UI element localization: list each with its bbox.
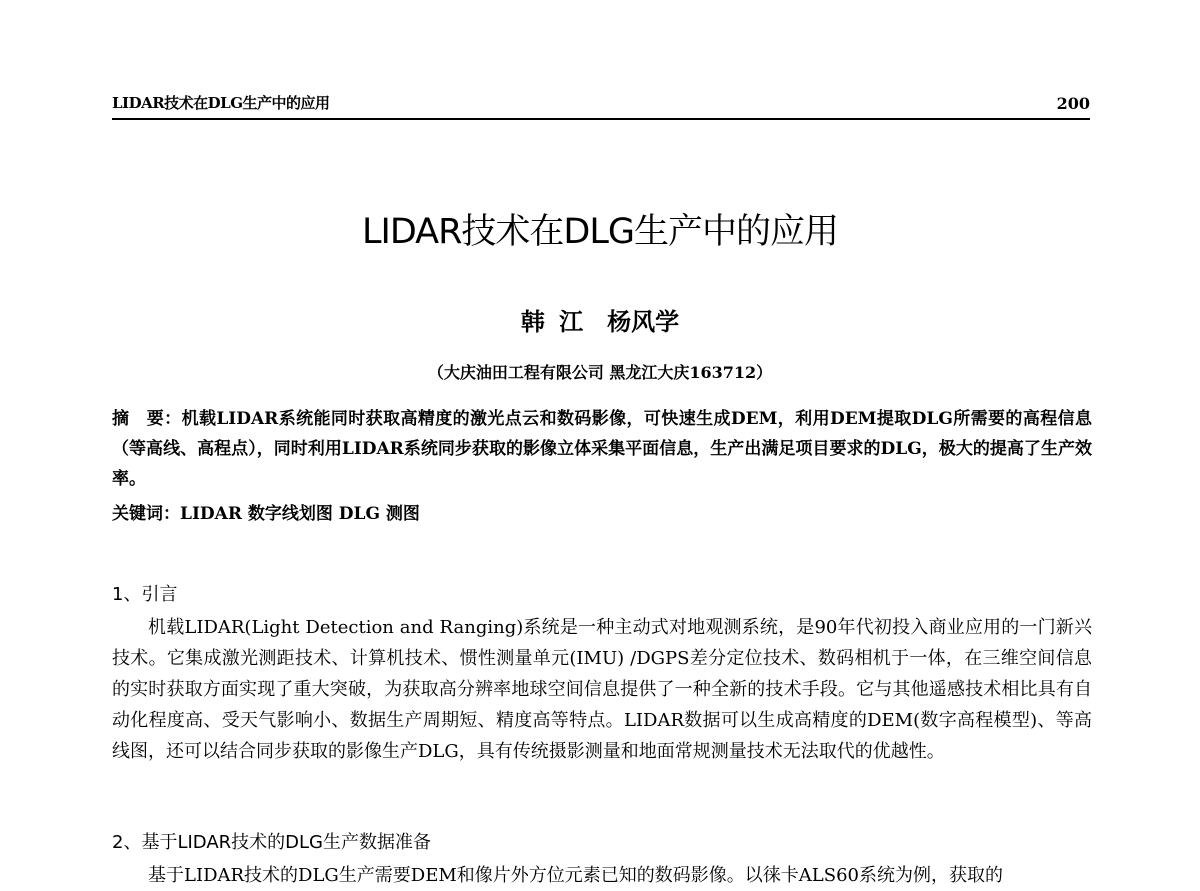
section-body-introduction: 机载LIDAR(Light Detection and Ranging)系统是一种主动式对地观测系统，是90年代初投入商业应用的一门新兴技术。它集成激光测距技术、计算机技术、惯性测量单元(IMU) /DGPS差分定位技术、数码相机于一体，在三维空间信息的实时获取方面实现了重大突破，为获取高分辨率地球空间信息提供了一种全新的技术手段。它与其他遥感技术相比具有自动化程度高、受天气影响小、数据生产周期短、精度高等特点。LIDAR数据可以生成高精度的DEM(数字高程模型)、等高线图，还可以结合同步获取的影像生产DLG，具有传统摄影测量和地面常规测量技术无法取代的优越性。 xyxy=(112,617,1092,762)
paper-authors: 韩 江 杨风学 xyxy=(520,307,680,336)
paper-affiliation: （大庆油田工程有限公司 黑龙江大庆163712） xyxy=(427,363,773,382)
running-title: LIDAR技术在DLG生产中的应用 xyxy=(112,94,330,112)
page-number: 200 xyxy=(1056,94,1090,113)
paper-title: LIDAR技术在DLG生产中的应用 xyxy=(362,212,838,252)
section-body-data-preparation: 基于LIDAR技术的DLG生产需要DEM和像片外方位元素已知的数码影像。以徕卡ALS60系统为例，获取的 xyxy=(148,865,1003,886)
section-heading-data-preparation: 2、基于LIDAR技术的DLG生产数据准备 xyxy=(112,832,431,853)
abstract: 摘 要：机载LIDAR系统能同时获取高精度的激光点云和数码影像，可快速生成DEM，利用DEM提取DLG所需要的高程信息（等高线、高程点），同时利用LIDAR系统同步获取的影像立体采集平面信息，生产出满足项目要求的DLG，极大的提高了生产效率。 xyxy=(112,409,1092,489)
keywords: 关键词：LIDAR 数字线划图 DLG 测图 xyxy=(112,504,420,524)
section-heading-introduction: 1、引言 xyxy=(112,584,178,605)
running-header xyxy=(112,92,1090,120)
